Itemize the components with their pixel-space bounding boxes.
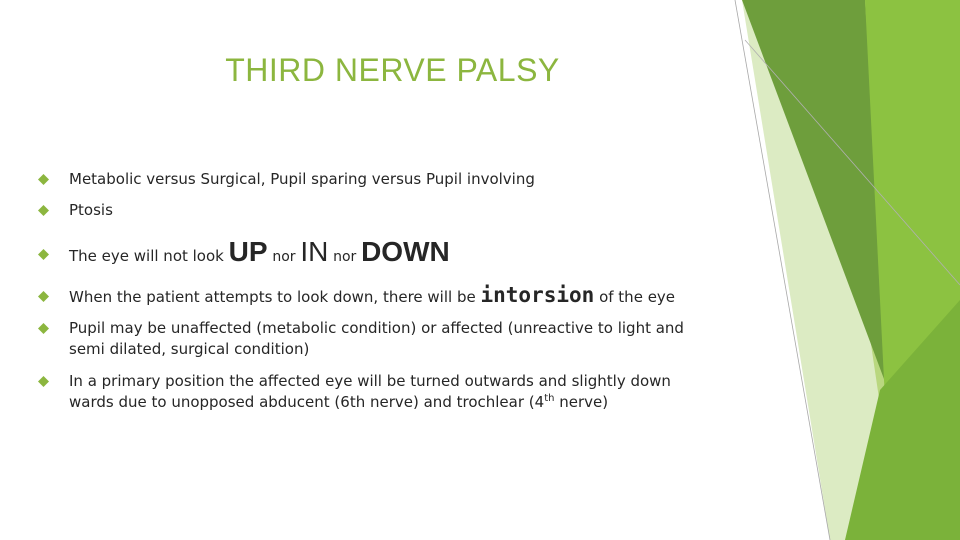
bullet-text: [69, 236, 450, 273]
bullet-text: Metabolic versus Surgical, Pupil sparing versus Pupil involving: [69, 170, 535, 188]
bullet-6-tail: nerve): [554, 393, 609, 411]
slide-title: THIRD NERVE PALSY: [225, 52, 560, 88]
word-nor: nor: [333, 249, 357, 265]
diamond-bullet-icon: [38, 174, 49, 185]
diamond-bullet-icon: [38, 291, 49, 302]
bullet-item-3: [38, 236, 728, 273]
bullet-text: Pupil may be unaffected (metabolic condition) or affected (unreactive to light and semi dilated, surgical condition): [69, 319, 684, 358]
emphasis-in: IN: [300, 236, 329, 267]
bullet-item-5: [38, 318, 728, 360]
bullet-6-text: In a primary position the affected eye will be turned outwards and slightly down wards due to unopposed abducent (6th nerve) and trochlear (4: [69, 372, 671, 411]
bullet-item-2: [38, 200, 728, 221]
diamond-bullet-icon: [38, 376, 49, 387]
diamond-bullet-icon: [38, 205, 49, 216]
bullet-4-lead: When the patient attempts to look down, there will be: [69, 288, 476, 306]
superscript-th: th: [544, 393, 555, 404]
bullet-text: Ptosis: [69, 201, 113, 219]
bullet-3-lead: The eye will not look: [69, 247, 224, 265]
word-nor: nor: [272, 249, 296, 265]
bullet-item-6: [38, 371, 728, 413]
emphasis-down: DOWN: [361, 236, 450, 267]
diamond-bullet-icon: [38, 323, 49, 334]
bullet-item-1: [38, 169, 728, 190]
emphasis-up: UP: [228, 236, 268, 267]
emphasis-intorsion: intorsion: [480, 283, 595, 307]
bullet-item-4: [38, 282, 738, 310]
bullet-text: [69, 282, 675, 310]
bullet-text: [69, 371, 719, 413]
bullet-4-tail: of the eye: [599, 288, 676, 306]
diamond-bullet-icon: [38, 249, 49, 260]
